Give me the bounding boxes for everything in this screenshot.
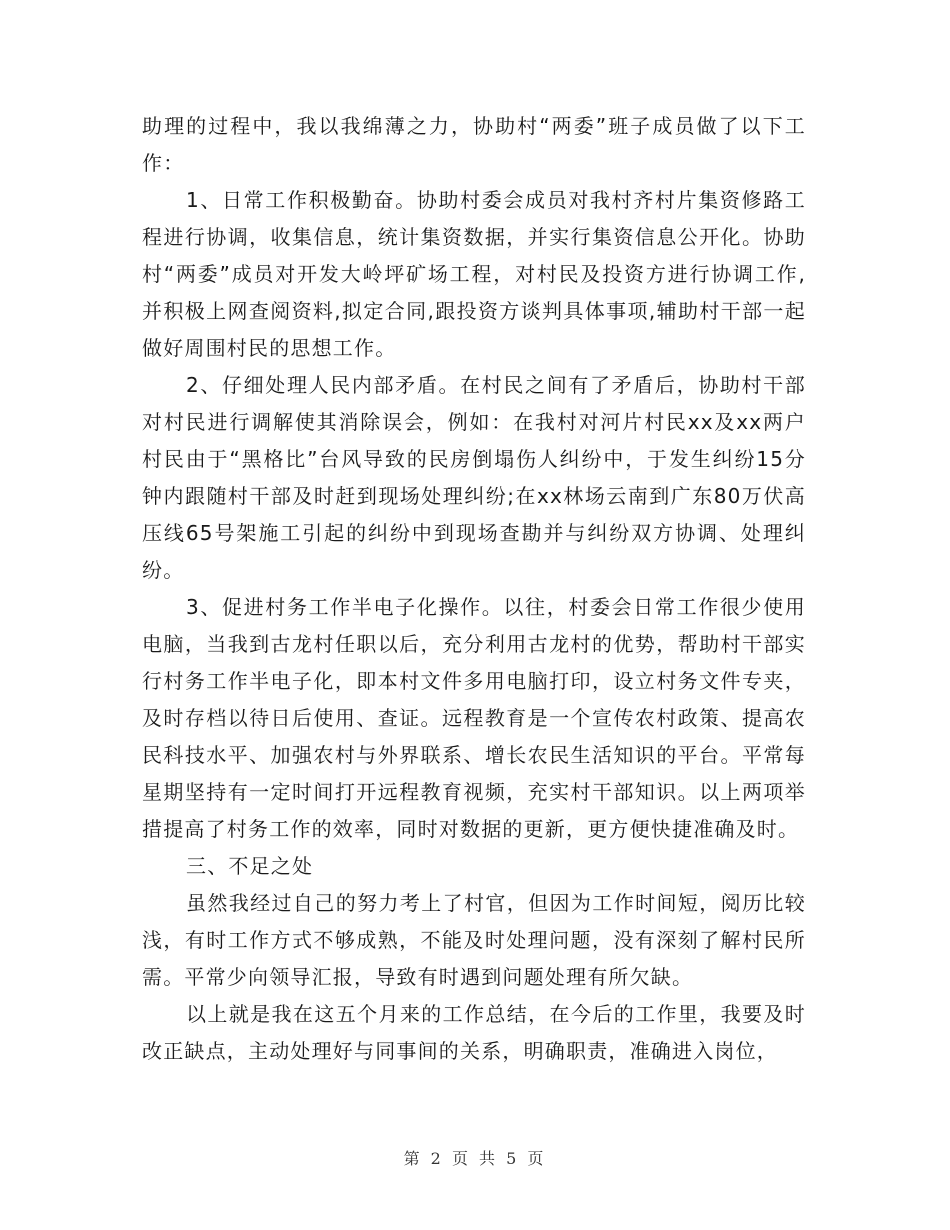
document-body (142, 108, 806, 1070)
section-heading: 三、不足之处 (186, 854, 314, 878)
paragraph-conclusion: 以上就是我在这五个月来的工作总结，在今后的工作里，我要及时改正缺点，主动处理好与同事间的关系，明确职责，准确进入岗位， (142, 1002, 806, 1063)
paragraph-item-1: 1、日常工作积极勤奋。协助村委会成员对我村齐村片集资修路工程进行协调，收集信息，统计集资数据，并实行集资信息公开化。协助村“两委”成员对开发大岭坪矿场工程，对村民及投资方进行协调工作,并积极上网查阅资料,拟定合同,跟投资方谈判具体事项,辅助村干部一起做好周围村民的思想工作。 (142, 188, 806, 360)
paragraph-item-3: 3、促进村务工作半电子化操作。以往，村委会日常工作很少使用电脑，当我到古龙村任职以后，充分利用古龙村的优势，帮助村干部实行村务工作半电子化，即本村文件多用电脑打印，设立村务文件专夹，及时存档以待日后使用、查证。远程教育是一个宣传农村政策、提高农民科技水平、加强农村与外界联系、增长农民生活知识的平台。平常每星期坚持有一定时间打开远程教育视频，充实村干部知识。以上两项举措提高了村务工作的效率，同时对数据的更新，更方便快捷准确及时。 (142, 595, 806, 841)
paragraph-shortcomings: 虽然我经过自己的努力考上了村官，但因为工作时间短，阅历比较浅，有时工作方式不够成熟，不能及时处理问题，没有深刻了解村民所需。平常少向领导汇报，导致有时遇到问题处理有所欠缺。 (142, 891, 806, 989)
paragraph-item-2: 2、仔细处理人民内部矛盾。在村民之间有了矛盾后，协助村干部对村民进行调解使其消除误会，例如：在我村对河片村民xx及xx两户村民由于“黑格比”台风导致的民房倒塌伤人纠纷中，于发生纠纷15分钟内跟随村干部及时赶到现场处理纠纷;在xx林场云南到广东80万伏高压线65号架施工引起的纠纷中到现场查勘并与纠纷双方协调、处理纠纷。 (142, 373, 806, 582)
page-number-footer: 第 2 页 共 5 页 (403, 1149, 547, 1168)
paragraph-intro: 助理的过程中，我以我绵薄之力，协助村“两委”班子成员做了以下工作： (142, 114, 806, 175)
